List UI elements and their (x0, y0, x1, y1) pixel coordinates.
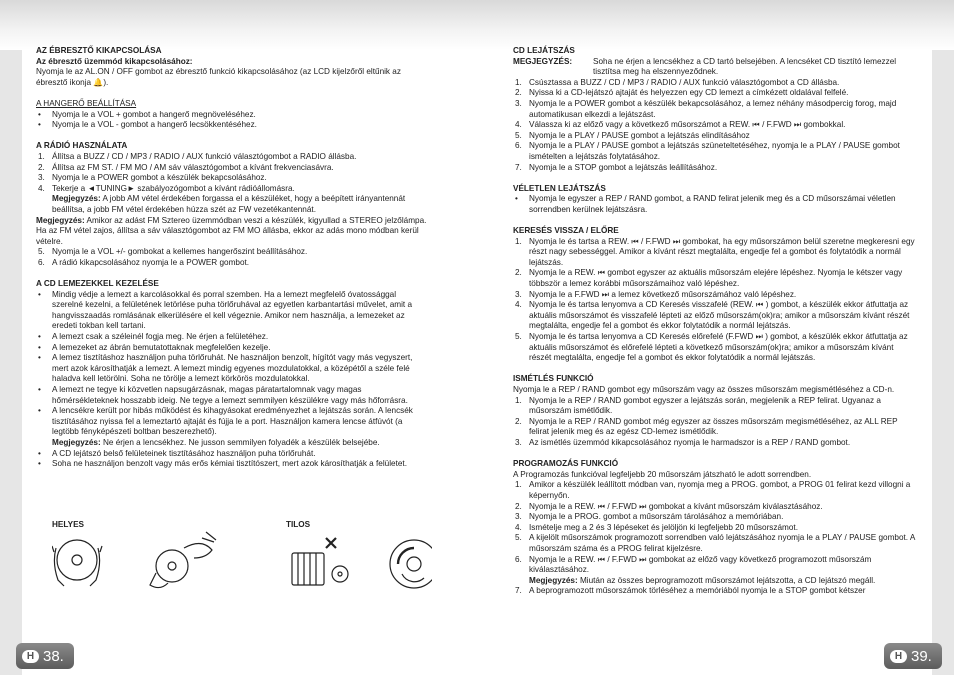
list-item: 4. Ismételje meg a 2 és 3 lépéseket és jelöljön ki legfeljebb 20 műsorszámot. (515, 522, 798, 532)
program-title: PROGRAMOZÁS FUNKCIÓ (513, 459, 619, 469)
list-item: 6. Nyomja le a REW. ⏮ / F.FWD ⏭ gombokat az előző vagy következő programozott műsorszám kiválasztásához. (515, 554, 872, 575)
label-correct: HELYES (52, 520, 85, 529)
header-band (0, 0, 954, 50)
hand-wiping-cd-icon (150, 532, 216, 588)
cd-play-title: CD LEJÁTSZÁS (513, 46, 575, 55)
list-item: • Nyomja le a VOL - gombot a hangerő lecsökkentéséhez. (38, 120, 257, 130)
cd-play-note: MEGJEGYZÉS: Soha ne érjen a lencsékhez a CD tartó belsejében. A lencséket CD tisztító lemezzel tisztítsa meg ha elszennyeződnek. (513, 56, 897, 77)
list-item: • A lemezt ne tegye ki közvetlen napsugárzásnak, magas páratartalomnak vagy magas hőmérsékleteknek hosszabb ideig. Ne tegye a lemezt semmilyen készülékre vagy más hőforrásra. (38, 385, 408, 405)
list-item: 2. Nyomja le a REP / RAND gombot még egyszer az összes műsorszám megismétléséhez, az ALL REP felirat jelenik meg és az egész CD-lemez ismétlődik. (515, 416, 898, 437)
hand-holding-cd-icon (52, 540, 102, 586)
alarm-subtitle: Az ébresztő üzemmód kikapcsolásához: (36, 56, 193, 66)
list-item: 1. Amikor a készülék leállított módban van, nyomja meg a PROG. gombot, a PROG 01 felirat kezd villogni a képernyőn. (515, 480, 911, 500)
list-item: 1. Állítsa a BUZZ / CD / MP3 / RADIO / AUX funkció választógombot a RADIO állásba. (38, 151, 357, 161)
list-item: • Mindig védje a lemezt a karcolásokkal és porral szemben. Ha a lemezt megfelelő óvatossággal szerelné kezelni, a felületének letörlése puha törlőruhával az egyetlen karbantartási művelet, amit a hangvisszaadás romlásának elkerülésére el kell végeznie. Amikor nem használja, a lemezeket az eredeti tokban kell tartani. (38, 289, 412, 331)
program-intro: A Programozás funkcióval legfeljebb 20 műsorszám játszható le adott sorrendben. (513, 469, 812, 479)
list-item: • Nyomja le egyszer a REP / RAND gombot, a RAND felirat jelenik meg és a CD műsorszámai véletlen sorrendben kerülnek lejátszásra. (515, 194, 896, 214)
list-item: 3. Nyomja le a POWER gombot a készülék bekapcsolásához. (38, 173, 267, 183)
list-item: 5. Nyomja le a VOL +/- gombokat a kellemes hangerőszint beállításához. (38, 247, 308, 257)
language-badge: H (890, 650, 907, 663)
cd-care-note: Megjegyzés: Ne érjen a lencsékhez. Ne jusson semmilyen folyadék a készülék belsejébe. (52, 437, 380, 447)
program-note: Megjegyzés: Miután az összes beprogramozott műsorszámot lejátszotta, a CD lejátszó megáll. (529, 575, 876, 585)
list-item: 2. Nyomja le a REW. ⏮ / F.FWD ⏭ gombokat a kívánt műsorszám kiválasztásához. (515, 501, 823, 511)
list-item: 1. Csúsztassa a BUZZ / CD / MP3 / RADIO / AUX funkció választógombot a CD állásba. (515, 77, 840, 87)
list-item: 1. Nyomja le a REP / RAND gombot egyszer a lejátszás során, megjelenik a REP felirat. Ugyanaz a műsorszám ismétlődik. (515, 395, 881, 416)
cd-care-title: A CD LEMEZEKKEL KEZELÉSE (36, 279, 159, 289)
list-item: 2. Nyomja le a REW. ⏮ gombot egyszer az aktuális műsorszám elejére lépéshez. Nyomja le kétszer vagy többször a lemez korábbi műsorszámaihoz való lépéshez. (515, 268, 903, 289)
list-item: 5. Nyomja le a PLAY / PAUSE gombot a lejátszás elindításához (515, 130, 750, 140)
list-item: 2. Nyissa ki a CD-lejátszó ajtaját és helyezzen egy CD lemezt a címkézett oldalával felfelé. (515, 88, 849, 98)
radio-note-1: Megjegyzés: A jobb AM vétel érdekében forgassa el a készüléket, hogy a beépített irányantennát beállítsa, a jobb FM vétel érdekében húzza szét az FW vezetékantennát. (52, 194, 406, 214)
list-item: 4. Válassza ki az előző vagy a következő műsorszámot a REW. ⏮ / F.FWD ⏭ gombokkal. (515, 120, 846, 130)
right-column (513, 46, 918, 597)
list-item: 7. Nyomja le a STOP gombot a lejátszás leállításához. (515, 162, 718, 172)
label-wrong: TILOS (286, 520, 311, 529)
list-item: • A lemezeket az ábrán bemutatottaknak megfelelően kezelje. (38, 342, 271, 352)
list-item: 5. A kijelölt műsorszámok programozott sorrendben való lejátszásához nyomja le a PLAY / PAUSE gombot. A műsorszám száma és a PROG felirat kijelzésre. (515, 533, 915, 553)
list-item: 3. Nyomja le a POWER gombot a készülék bekapcsolásához, a lemez néhány másodpercig forog, majd automatikusan elkezdi a lejátszást. (515, 98, 897, 119)
list-item: 2. Állítsa az FM ST. / FM MO / AM sáv választógombot a kívánt frekvenciasávra. (38, 162, 334, 172)
right-margin-strip (932, 50, 954, 675)
cd-on-heater-icon (292, 538, 348, 585)
left-margin-strip (0, 50, 22, 675)
radio-note-2: Megjegyzés: Amikor az adást FM Sztereo üzemmódban veszi a készülék, kigyullad a STEREO jelzőlámpa. Ha az FM vétel zajos, állítsa a sáv választógombot az FM MO állásba, ekkor az adás mono módban kerül vételre. (36, 215, 427, 246)
alarm-text: Nyomja le az AL.ON / OFF gombot az ébresztő funkció kikapcsolásához (az LCD kijelzőről eltűnik az ébresztő ikonja 🔔). (36, 67, 401, 87)
list-item: • Soha ne használjon benzolt vagy más erős kémiai tisztítószert, mert azok károsíthatják a felületet. (38, 459, 407, 469)
alarm-title: AZ ÉBRESZTŐ KIKAPCSOLÁSA (36, 46, 162, 55)
list-item: • A lemezt csak a széleinél fogja meg. Ne érjen a felületéhez. (38, 332, 269, 342)
volume-list (36, 110, 428, 131)
repeat-intro: Nyomja le a REP / RAND gombot egy műsorszám vagy az összes műsorszám megismétléséhez a CD-n. (513, 385, 895, 394)
list-item: 7. A beprogramozott műsorszámok törléséhez a memóriából nyomja le a STOP gombot kétszer (515, 586, 866, 596)
list-item: • A lencsékre került por hibás működést és kihagyásokat eredményezhet a lejátszás során. A lencsék tisztításához nyissa fel a lemeztartó ajtaját és fújja le a port. Használjon kamera lencse átfúvót (a legtöbb fényképészeti boltban beszerezhető). (38, 406, 413, 437)
repeat-title: ISMÉTLÉS FUNKCIÓ (513, 374, 594, 384)
bell-icon: 🔔 (93, 77, 104, 87)
language-badge: H (22, 650, 39, 663)
list-item: • A lemez tisztításhoz használjon puha törlőruhát. Ne használjon benzolt, hígítót vagy más vegyszert, mert azok károsíthatják a lemezt. A lemezt mindig egyenes mozdulatokkal, a középétől a széle felé haladva kell letörölni. Soha ne törölje a lemezt körkörös mozdulatokkal. (38, 353, 413, 384)
page-number-text: 39. (911, 647, 932, 665)
page-number-right (884, 643, 942, 669)
list-item: 3. Nyomja le a PROG. gombot a műsorszám tárolásához a memóriában. (515, 512, 784, 522)
search-title: KERESÉS VISSZA / ELŐRE (513, 226, 619, 236)
list-item: 4. Nyomja le és tartsa lenyomva a CD Keresés visszafelé (REW. ⏮ ) gombot, a készülék ekkor átfuttatja az aktuális műsorszámot és visszafelé lépteti az előző műsorszám(ok)ra; amikor a műsorszám kívánt részét megtalálta, engedje fel a gombot és ekkor folytatódik a normál lejátszás. (515, 300, 910, 331)
page-number-text: 38. (43, 647, 64, 665)
list-item: 6. A rádió kikapcsolásához nyomja le a POWER gombot. (38, 257, 250, 267)
list-item: 1. Nyomja le és tartsa a REW. ⏮ / F.FWD ⏭ gombokat, ha egy műsorszámon belül szeretne megkeresni egy részt nagy sebességgel. Amikor a kívánt részt megtalálta, engedje fel a gombot és folytatódik a normál lejátszás. (515, 236, 915, 267)
cd-handling-illustrations (52, 520, 432, 598)
random-title: VÉLETLEN LEJÁTSZÁS (513, 183, 606, 193)
list-item: • Nyomja le a VOL + gombot a hangerő megnöveléséhez. (38, 109, 256, 119)
list-item: 5. Nyomja le és tartsa lenyomva a CD Keresés előrefelé (F.FWD ⏭ ) gombot, a készülék ekkor átfuttatja az aktuális műsorszámot és előrefelé lépteti a következő műsorszám(ok)ra; amikor a műsorszám kívánt részét megtalálta, engedje fel a gombot és ekkor folytatódik a normál lejátszás. (515, 332, 908, 363)
volume-title: A HANGERŐ BEÁLLÍTÁSA (36, 98, 137, 108)
page-number-left (16, 643, 74, 669)
scratched-cd-icon (390, 540, 432, 588)
list-item: 3. Az ismétlés üzemmód kikapcsolásához nyomja le harmadszor is a REP / RAND gombot. (515, 437, 851, 447)
cd-handling-drawings (52, 528, 432, 598)
list-item: 4. Tekerje a ◄TUNING► szabályozógombot a kívánt rádióállomásra. (38, 183, 295, 193)
left-column (36, 46, 428, 470)
list-item: 3. Nyomja le a F.FWD ⏭ a lemez következő műsorszámához való lépéshez. (515, 289, 797, 299)
radio-title: A RÁDIÓ HASZNÁLATA (36, 141, 128, 151)
list-item: 6. Nyomja le a PLAY / PAUSE gombot a lejátszás szüneteltetéséhez, nyomja le a PLAY / PAUSE gombot ismételten a lejátszás folytatásához. (515, 141, 900, 161)
list-item: • A CD lejátszó belső felületeinek tisztításához használjon puha törlőruhát. (38, 448, 316, 458)
